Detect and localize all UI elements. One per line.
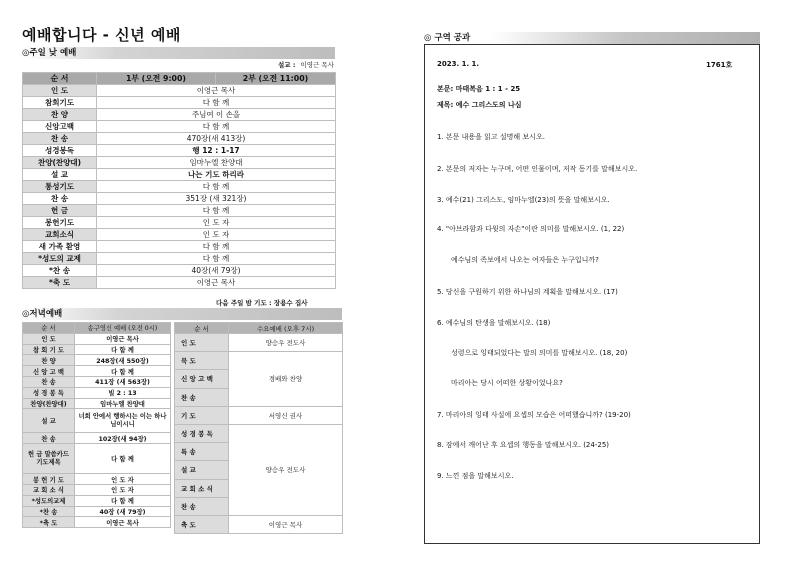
order-label: 찬 양 — [23, 355, 75, 366]
table-row — [23, 344, 171, 355]
table-row — [23, 145, 336, 157]
sunday-header-order: 순 서 — [23, 73, 97, 85]
order-label: 새 가족 환영 — [23, 241, 97, 253]
order-label: 찬 송 — [23, 133, 97, 145]
order-label: 통성기도 — [23, 181, 97, 193]
table-row — [23, 444, 171, 474]
table-row — [23, 355, 171, 366]
order-label: *성도의 교제 — [23, 253, 97, 265]
lesson-question: 9. 느낀 점을 말해보시오. — [437, 472, 514, 480]
order-label: 헌 금 — [23, 205, 97, 217]
order-value: 40장(새 79장) — [97, 265, 336, 277]
order-value: 행 12 : 1-17 — [97, 145, 336, 157]
order-label: 찬 송 — [175, 497, 229, 515]
page-title: 예배합니다 - 신년 예배 — [22, 26, 181, 44]
table-row — [23, 376, 171, 387]
order-label: 특 송 — [175, 443, 229, 461]
table-row — [23, 474, 171, 485]
sunday-order-table — [22, 72, 336, 289]
lesson-question: 8. 잠에서 깨어난 후 요셉의 행동을 말해보시오. (24-25) — [437, 441, 609, 449]
order-value: 이영근 목사 — [229, 515, 343, 533]
table-row — [23, 241, 336, 253]
table-row — [175, 424, 343, 442]
table-row — [23, 97, 336, 109]
order-label: 축 도 — [175, 515, 229, 533]
preacher-line — [278, 60, 334, 69]
lesson-date: 2023. 1. 1. — [437, 60, 480, 68]
order-value: 다 함 께 — [75, 495, 171, 506]
order-label: 찬 양 — [23, 109, 97, 121]
order-value: 이영근 목사 — [97, 85, 336, 97]
wednesday-header-service: 수요예배 (오후 7시) — [229, 323, 343, 334]
table-row — [23, 517, 171, 528]
order-label: 봉 헌 기 도 — [23, 474, 75, 485]
order-label: 봉헌기도 — [23, 217, 97, 229]
lesson-question: 1. 본문 내용을 읽고 설명해 보시오. — [437, 133, 545, 141]
evening-section-label: ◎저녁예배 — [22, 309, 63, 319]
lesson-question: 6. 예수님의 탄생을 말해보시오. (18) — [437, 319, 551, 327]
order-value: 40장 (새 79장) — [75, 506, 171, 517]
order-label: 참회기도 — [23, 97, 97, 109]
order-label: 헌 금 말씀카드 기도제목 — [23, 444, 75, 474]
preacher-name: 이영근 목사 — [300, 61, 334, 69]
lesson-question: 5. 당신을 구원하기 위한 하나님의 계획을 말해보시오. (17) — [437, 288, 618, 296]
order-value: 임마누엘 찬양대 — [75, 398, 171, 409]
table-row — [23, 193, 336, 205]
sunday-header-first: 1부 (오전 9:00) — [97, 73, 216, 85]
order-value: 이영근 목사 — [75, 333, 171, 344]
lesson-question: 2. 본문의 저자는 누구며, 어떤 인물이며, 저작 동기를 말해보시오. — [437, 165, 638, 173]
order-value: 다 함 께 — [97, 205, 336, 217]
table-row — [175, 515, 343, 533]
table-row — [23, 265, 336, 277]
lesson-question: 7. 마리아의 잉태 사실에 요셉의 모습은 어떠했습니까? (19-20) — [437, 411, 631, 419]
order-value: 양승우 전도사 — [229, 424, 343, 515]
lesson-issue: 1761호 — [706, 61, 733, 69]
table-row — [23, 253, 336, 265]
order-value: 470장(새 413장) — [97, 133, 336, 145]
table-row — [23, 277, 336, 289]
order-label: 찬 송 — [175, 388, 229, 406]
order-value: 임마누엘 찬양대 — [97, 157, 336, 169]
lesson-question: 4. "아브라함과 다윗의 자손"이란 의미를 말해보시오. (1, 22) — [437, 225, 625, 233]
order-label: 찬 송 — [23, 193, 97, 205]
table-row — [23, 398, 171, 409]
order-value: 다 함 께 — [75, 344, 171, 355]
order-value: 인 도 자 — [75, 474, 171, 485]
table-row — [23, 169, 336, 181]
order-value: 351장 (새 321장) — [97, 193, 336, 205]
table-row — [23, 85, 336, 97]
order-value: 경배와 찬양 — [229, 352, 343, 407]
table-row — [23, 133, 336, 145]
order-label: 교 회 소 식 — [175, 479, 229, 497]
order-label: 성 경 봉 독 — [23, 387, 75, 398]
evening-header-order: 순 서 — [23, 323, 75, 334]
table-row — [23, 484, 171, 495]
order-value: 인 도 자 — [97, 229, 336, 241]
order-value: 이영근 목사 — [75, 517, 171, 528]
order-value: 주님여 이 손을 — [97, 109, 336, 121]
order-value: 다 함 께 — [97, 253, 336, 265]
lesson-subject: 제목: 예수 그리스도의 나심 — [437, 101, 522, 109]
table-row — [23, 495, 171, 506]
order-label: 성경봉독 — [23, 145, 97, 157]
order-value: 양승우 전도사 — [229, 334, 343, 352]
wednesday-header-order: 순 서 — [175, 323, 229, 334]
table-row — [23, 366, 171, 377]
lesson-scripture: 본문: 마태복음 1 : 1 - 25 — [437, 85, 521, 93]
table-row — [23, 333, 171, 344]
next-prayer-note: 다음 주일 밤 기도 : 장용수 집사 — [216, 299, 308, 307]
evening-section-bar — [22, 308, 342, 320]
order-label: 교 회 소 식 — [23, 484, 75, 495]
table-row — [175, 406, 343, 424]
order-label: 성 경 봉 독 — [175, 424, 229, 442]
order-value: 102장(새 94장) — [75, 433, 171, 444]
table-row — [175, 352, 343, 370]
order-label: 인 도 — [175, 334, 229, 352]
order-label: 신앙고백 — [23, 121, 97, 133]
order-label: *축 도 — [23, 517, 75, 528]
order-value: 248장(새 550장) — [75, 355, 171, 366]
lesson-subquestion: 성령으로 잉태되었다는 말의 의미를 말해보시오. (18, 20) — [451, 349, 628, 357]
order-label: 설 교 — [23, 409, 75, 433]
preacher-label: 설교 : — [278, 61, 296, 69]
order-value: 너희 안에서 행하시는 이는 하나님이시니 — [75, 409, 171, 433]
lesson-question: 3. 예수(21) 그리스도, 임마누엘(23)의 뜻을 말해보시오. — [437, 196, 610, 204]
sunday-section-label: ◎주일 낮 예배 — [22, 48, 77, 58]
order-label: 찬 송 — [23, 433, 75, 444]
order-label: 참 회 기 도 — [23, 344, 75, 355]
order-value: 411장 (새 563장) — [75, 376, 171, 387]
order-value: 서영신 권사 — [229, 406, 343, 424]
sunday-header-second: 2부 (오전 11:00) — [216, 73, 336, 85]
order-value: 다 함 께 — [75, 444, 171, 474]
order-label: *축 도 — [23, 277, 97, 289]
order-value: 다 함 께 — [75, 366, 171, 377]
order-value: 다 함 께 — [97, 241, 336, 253]
table-row — [23, 433, 171, 444]
order-label: 찬양(찬양대) — [23, 157, 97, 169]
order-value: 다 함 께 — [97, 181, 336, 193]
lesson-section-bar — [424, 32, 760, 44]
order-label: *찬 송 — [23, 506, 75, 517]
order-value: 빌 2 : 13 — [75, 387, 171, 398]
order-value: 인 도 자 — [97, 217, 336, 229]
order-value: 인 도 자 — [75, 484, 171, 495]
order-label: 찬 송 — [23, 376, 75, 387]
order-label: 인 도 — [23, 333, 75, 344]
table-row — [23, 217, 336, 229]
order-label: 설 교 — [23, 169, 97, 181]
order-value: 나는 기도 하리라 — [97, 169, 336, 181]
table-row — [23, 387, 171, 398]
order-label: 신 앙 고 백 — [175, 370, 229, 388]
order-label: 교회소식 — [23, 229, 97, 241]
table-row — [23, 506, 171, 517]
table-row — [23, 109, 336, 121]
order-label: 신 앙 고 백 — [23, 366, 75, 377]
order-value: 다 함 께 — [97, 121, 336, 133]
order-label: *성도의교제 — [23, 495, 75, 506]
order-value: 이영근 목사 — [97, 277, 336, 289]
order-label: *찬 송 — [23, 265, 97, 277]
evening-header-service: 송구영신 예배 (오전 0시) — [75, 323, 171, 334]
lesson-section-label: ◎ 구역 공과 — [424, 33, 471, 43]
table-row — [23, 157, 336, 169]
order-label: 묵 도 — [175, 352, 229, 370]
order-label: 인 도 — [23, 85, 97, 97]
order-label: 기 도 — [175, 406, 229, 424]
wednesday-order-table — [174, 322, 343, 534]
lesson-subquestion: 마리아는 당시 어떠한 상황이었나요? — [451, 379, 563, 387]
table-row — [23, 205, 336, 217]
table-row — [23, 121, 336, 133]
lesson-subquestion: 예수님의 족보에서 나오는 여자들은 누구입니까? — [451, 256, 599, 264]
order-label: 찬양(찬양대) — [23, 398, 75, 409]
order-value: 다 함 께 — [97, 97, 336, 109]
evening-order-table — [22, 322, 171, 528]
table-row — [23, 181, 336, 193]
table-row — [23, 229, 336, 241]
order-label: 설 교 — [175, 461, 229, 479]
table-row — [23, 409, 171, 433]
table-row — [175, 334, 343, 352]
